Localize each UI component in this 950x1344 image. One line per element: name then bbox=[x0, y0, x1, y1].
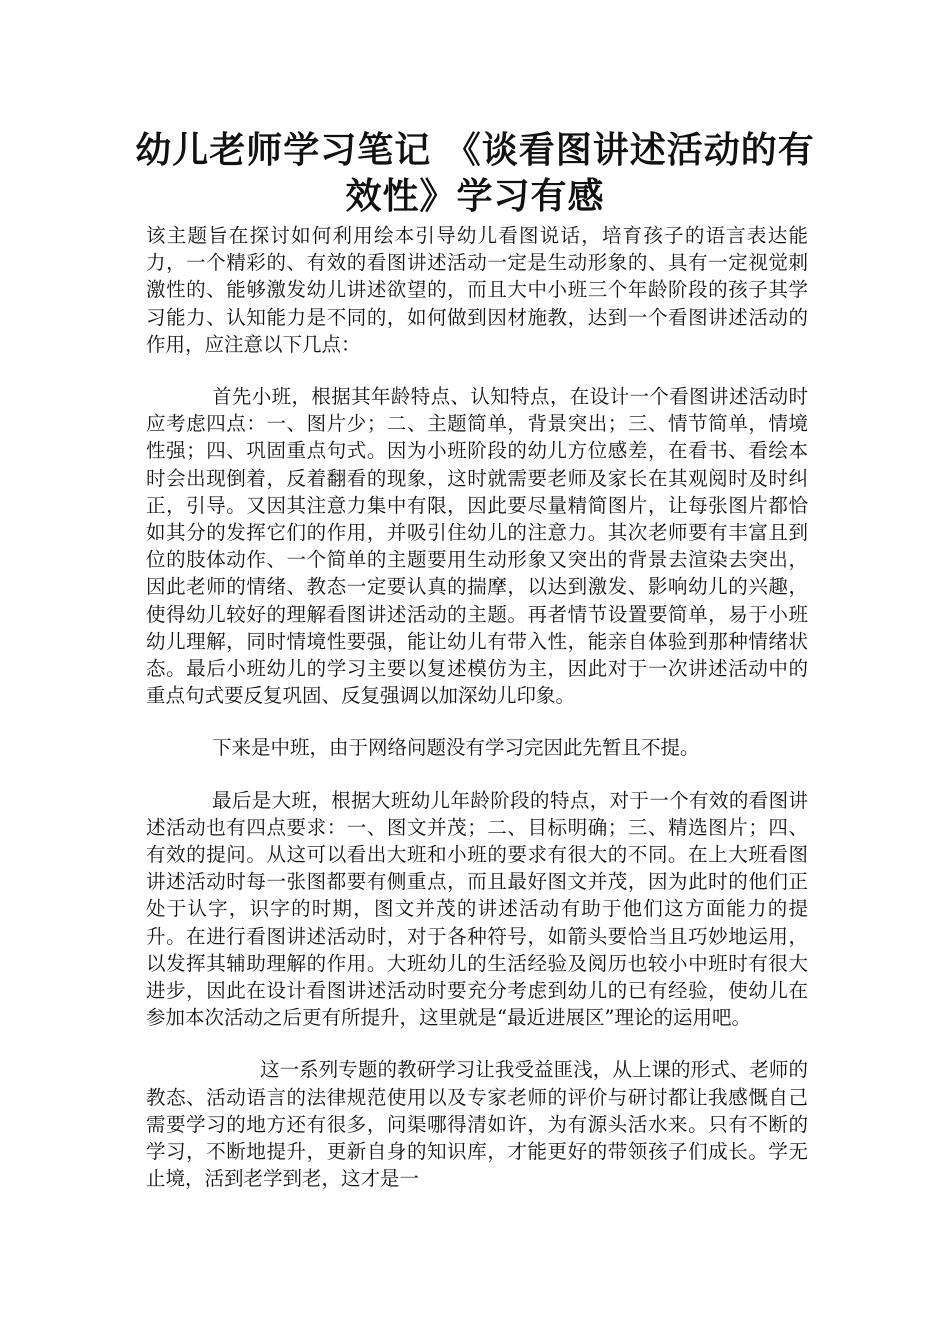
document-title: 幼儿老师学习笔记 《谈看图讲述活动的有效性》学习有感 bbox=[135, 130, 815, 217]
paragraph-small-class: 首先小班，根据其年龄特点、认知特点，在设计一个看图讲述活动时应考虑四点：一、图片少；二、主题简单，背景突出；三、情节简单，情境性强；四、巩固重点句式。因为小班阶段的幼儿方位感差，在看书、看绘本时会出现倒着，反着翻看的现象，这时就需要老师及家长在其观阅时及时纠正，引导。又因其注意力集中有限，因此要尽量精简图片，让每张图片都恰如其分的发挥它们的作用，并吸引住幼儿的注意力。其次老师要有丰富且到位的肢体动作、一个简单的主题要用生动形象又突出的背景去渲染去突出，因此老师的情绪、教态一定要认真的揣摩，以达到激发、影响幼儿的兴趣，使得幼儿较好的理解看图讲述活动的主题。再者情节设置要简单，易于小班幼儿理解，同时情境性要强，能让幼儿有带入性，能亲自体验到那种情绪状态。最后小班幼儿的学习主要以复述模仿为主，因此对于一次讲述活动中的重点句式要反复巩固、反复强调以加深幼儿印象。 bbox=[146, 385, 808, 708]
paragraph-middle-class: 下来是中班，由于网络问题没有学习完因此先暂且不提。 bbox=[212, 736, 700, 760]
paragraph-reflection: 这一系列专题的教研学习让我受益匪浅，从上课的形式、老师的教态、活动语言的法律规范使用以及专家老师的评价与研讨都让我感慨自己需要学习的地方还有很多，问渠哪得清如许，为有源头活水来。只有不断的学习，不断地提升，更新自身的知识库，才能更好的带领孩子们成长。学无止境，活到老学到老，这才是一 bbox=[146, 1058, 808, 1191]
document-body bbox=[146, 222, 808, 1218]
paragraph-intro: 该主题旨在探讨如何利用绘本引导幼儿看图说话，培育孩子的语言表达能力，一个精彩的、有效的看图讲述活动一定是生动形象的、具有一定视觉刺激性的、能够激发幼儿讲述欲望的，而且大中小班三个年龄阶段的孩子其学习能力、认知能力是不同的，如何做到因材施教，达到一个看图讲述活动的作用，应注意以下几点： bbox=[146, 224, 808, 356]
paragraph-large-class: 最后是大班，根据大班幼儿年龄阶段的特点，对于一个有效的看图讲述活动也有四点要求：一、图文并茂；二、目标明确；三、精选图片；四、有效的提问。从这可以看出大班和小班的要求有很大的不同。在上大班看图讲述活动时每一张图都要有侧重点，而且最好图文并茂，因为此时的他们正处于认字，识字的时期，图文并茂的讲述活动有助于他们这方面能力的提升。在进行看图讲述活动时，对于各种符号，如箭头要恰当且巧妙地运用，以发挥其辅助理解的作用。大班幼儿的生活经验及阅历也较小中班时有很大进步，因此在设计看图讲述活动时要充分考虑到幼儿的已有经验，使幼儿在参加本次活动之后更有所提升，这里就是“最近进展区”理论的运用吧。 bbox=[146, 788, 808, 1030]
